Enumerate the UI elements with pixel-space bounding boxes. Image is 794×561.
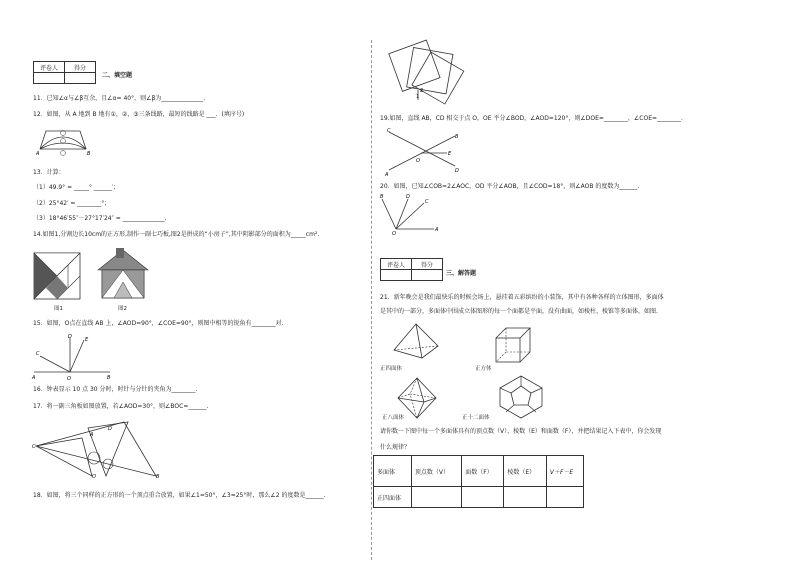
table-header: V＋F－E xyxy=(546,456,583,487)
svg-text:D: D xyxy=(108,426,112,432)
question-20: 20．如图，已知∠COB=2∠AOC，OD 平分∠AOB，且∠COD=18°，则∠AOB 的度数为______. xyxy=(380,183,640,190)
svg-text:B: B xyxy=(156,474,160,480)
svg-text:A: A xyxy=(32,375,36,381)
rays-figure xyxy=(378,193,442,235)
tangram-house-figure xyxy=(94,248,152,300)
tangram-square-figure xyxy=(33,252,83,300)
set-squares-figure xyxy=(32,418,162,480)
table-cell xyxy=(411,487,461,508)
question-18: 18．如图，将三个同样的正方形的一个顶点重合放置，如果∠1=50°，∠3=25°时，那么∠2 的度数是______. xyxy=(33,492,326,499)
section-title-fill-in: 二、填空题 xyxy=(102,72,133,79)
svg-text:D: D xyxy=(455,168,459,174)
question-11: 11．已知∠α与∠β互余，且∠α= 40°，则∠β为______________. xyxy=(33,95,206,102)
svg-text:B: B xyxy=(87,151,91,157)
svg-text:C: C xyxy=(32,444,36,450)
svg-text:A: A xyxy=(385,172,389,178)
score-table-right xyxy=(380,258,443,281)
svg-text:A: A xyxy=(435,227,439,233)
svg-text:D: D xyxy=(406,194,410,200)
table-cell xyxy=(504,487,547,508)
table-cell: 正四面体 xyxy=(374,487,412,508)
svg-text:B: B xyxy=(107,375,111,381)
polyhedra-table xyxy=(373,455,584,508)
table-header: 面数（F） xyxy=(462,456,504,487)
table-cell xyxy=(462,487,504,508)
question-17: 17．将一副三角板如图放置，若∠AOD=30°，则∠BOC=______. xyxy=(33,403,209,410)
caption-cube: 正方体 xyxy=(475,366,492,372)
question-13: 13．计算： xyxy=(33,169,65,176)
svg-text:E: E xyxy=(448,151,452,157)
caption-tetrahedron: 正四面体 xyxy=(380,366,403,372)
score-cell xyxy=(381,270,412,281)
table-header-row xyxy=(374,456,584,487)
table-header: 棱数（E） xyxy=(504,456,547,487)
section-title-answer: 三、解答题 xyxy=(446,270,477,277)
question-14: 14.如图1,分割边长10cm的正方形,制作一副七巧板,图2是拼成的“小房子”,其中阴影部分的面积为_____cm². xyxy=(33,231,320,238)
score-header-score: 得分 xyxy=(65,62,96,73)
svg-text:C: C xyxy=(387,128,391,134)
question-13-3: （3）18°46′55″－27°17′24″ = ______________. xyxy=(33,215,167,222)
question-19: 19.如图，直线 AB，CD 相交于点 O，OE 平分∠BOD，∠AOD=120°，则∠DOE=________，∠COE=________. xyxy=(380,115,683,122)
figure-2-caption: 图2 xyxy=(118,306,127,312)
svg-text:A: A xyxy=(90,432,94,438)
svg-text:O: O xyxy=(392,231,396,237)
dodecahedron-figure xyxy=(496,374,546,420)
svg-text:D: D xyxy=(68,334,72,340)
question-12: 12．如图，从 A 地到 B 地有①，②，③三条线路，最短的线路是 ___．(填序号) xyxy=(33,111,245,118)
question-16: 16．钟表显示 10 点 30 分时，时针与分针的夹角为________. xyxy=(33,386,198,393)
score-header-score: 得分 xyxy=(412,259,443,270)
three-squares-figure xyxy=(392,40,462,104)
table-row xyxy=(374,487,584,508)
svg-text:1: 1 xyxy=(416,94,420,100)
svg-text:O: O xyxy=(92,474,96,480)
intersecting-lines-figure xyxy=(385,126,465,176)
score-table-left xyxy=(33,61,96,84)
svg-text:E: E xyxy=(85,337,89,343)
caption-dodecahedron: 正十二面体 xyxy=(462,415,490,421)
svg-text:C: C xyxy=(36,351,40,357)
table-header: 多面体 xyxy=(374,456,412,487)
score-header-grader: 评卷人 xyxy=(381,259,412,270)
question-21-line-1: 21．新年晚会是我们最快乐的时候会场上，悬挂着五彩缤纷的小装饰，其中有各种各样的立体图形，多面体 xyxy=(380,294,664,301)
question-13-1: （1）49.9° = _____° ______′； xyxy=(33,184,120,191)
svg-text:O: O xyxy=(416,158,420,164)
svg-text:B: B xyxy=(380,194,384,200)
question-21-ask-1: 请你数一下图中每一个多面体具有的顶点数（V）、棱数（E）和面数（F），并把结果记入下表中，你会发现 xyxy=(380,428,662,435)
svg-text:O: O xyxy=(67,376,71,382)
cube-figure xyxy=(494,326,534,364)
figure-1-caption: 图1 xyxy=(54,306,63,312)
score-cell xyxy=(65,73,96,84)
score-cell xyxy=(34,73,65,84)
table-cell xyxy=(546,487,583,508)
column-divider xyxy=(371,40,372,560)
svg-text:C: C xyxy=(425,199,429,205)
angle-figure-15 xyxy=(32,332,112,382)
table-header: 顶点数（V） xyxy=(411,456,461,487)
route-figure xyxy=(36,123,96,159)
svg-text:2: 2 xyxy=(420,88,424,94)
svg-text:A: A xyxy=(36,151,40,157)
question-21-line-2: 是其中的一部分，多面体中围成立体图形的每一个面都是平面，没有曲面，如棱柱、棱锥等多面体，如图. xyxy=(380,308,658,315)
question-15: 15．如图，O点在直线 AB 上，∠AOD=90°，∠COE=90°，则图中相等的锐角有________对. xyxy=(33,320,284,327)
svg-text:B: B xyxy=(455,134,459,140)
caption-octahedron: 正八面体 xyxy=(382,415,405,421)
question-21-ask-2: 什么规律？ xyxy=(380,444,411,451)
question-13-2: （2）25°42′ = ________°； xyxy=(33,200,111,207)
score-cell xyxy=(412,270,443,281)
score-header-grader: 评卷人 xyxy=(34,62,65,73)
tetrahedron-figure xyxy=(392,322,440,362)
